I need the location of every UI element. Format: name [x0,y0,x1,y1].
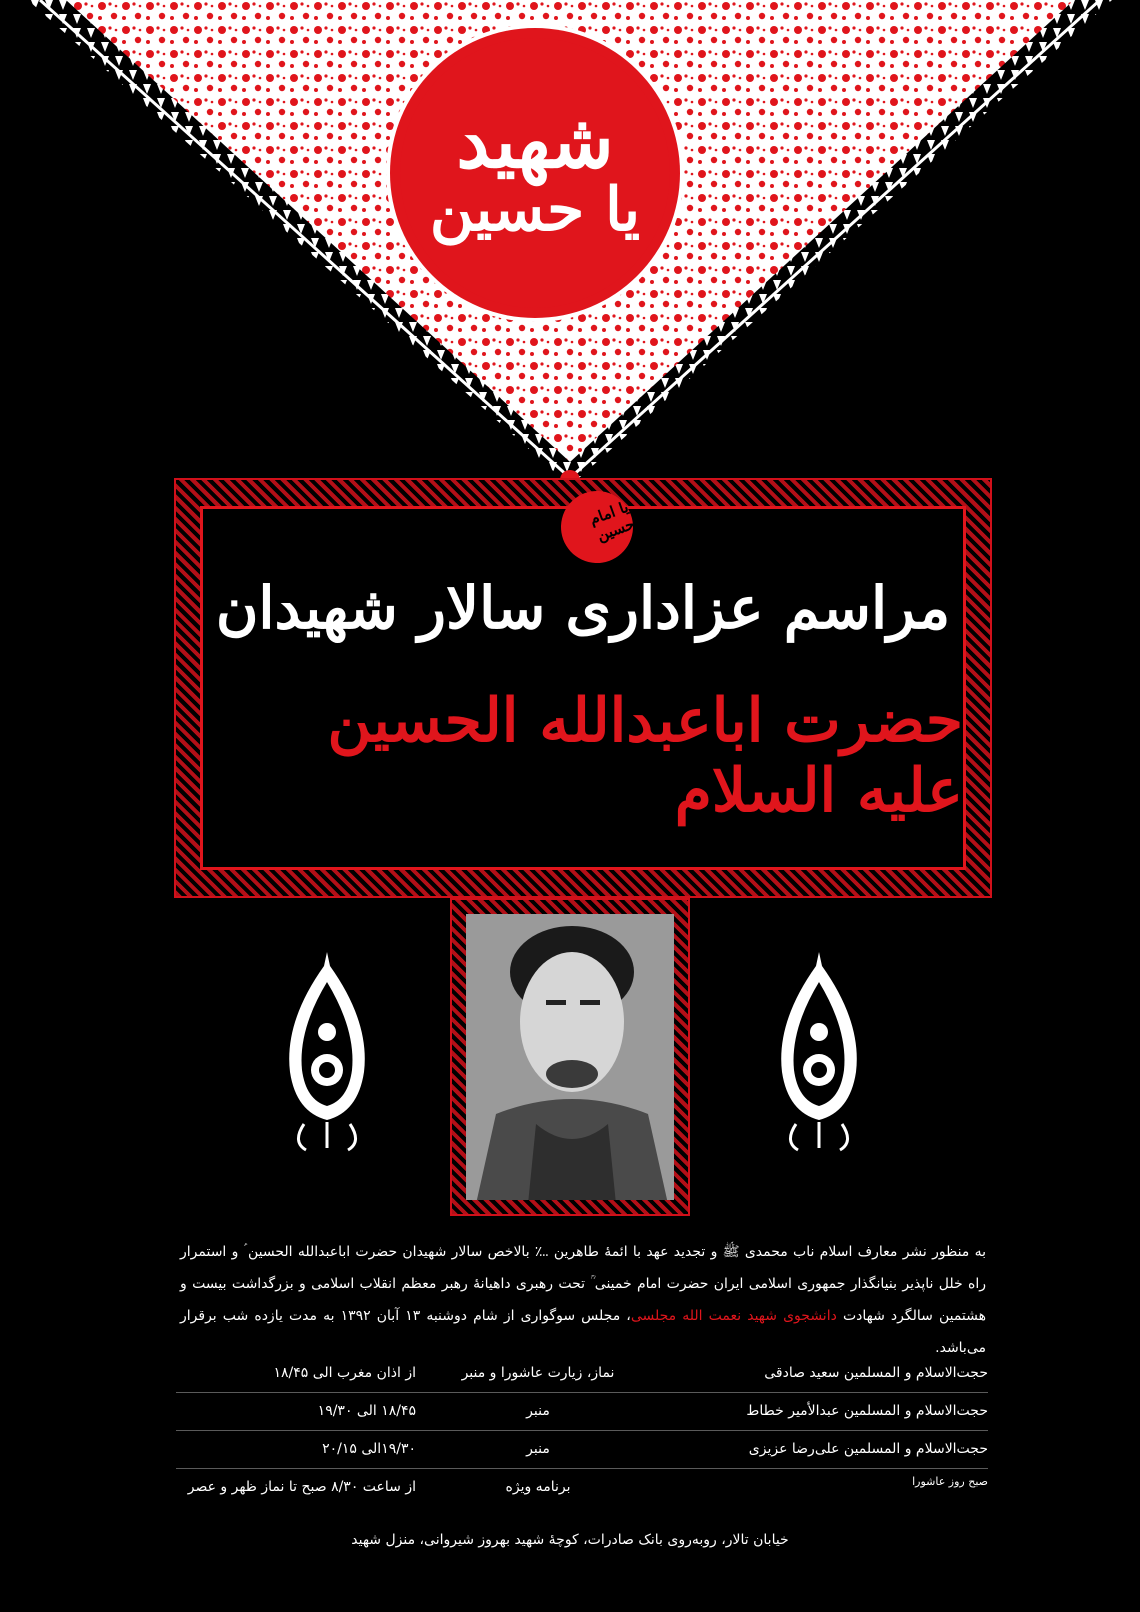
schedule-program: برنامه ویژه [505,1479,571,1495]
intro-paragraph [180,1236,986,1364]
schedule-speaker: حجت‌الاسلام و المسلمین سعید صادقی [764,1365,988,1381]
schedule-row [176,1393,988,1431]
schedule-speaker: حجت‌الاسلام و المسلمین عبدالأمیر خطاط [746,1403,988,1419]
ya-hussein-seal [400,38,670,308]
paisley-ornament-right [776,952,862,1152]
schedule-program: نماز، زیارت عاشورا و منبر [461,1365,615,1381]
imam-name-title: حضرت اباعبدالله الحسین علیه السلام [327,686,963,826]
ya-imam-hussein-badge: یا امام حسین [551,481,643,573]
martyr-photo [466,914,674,1200]
title-banner-frame [174,478,992,898]
intro-text-part2: ، مجلس سوگواری از شام دوشنبه ۱۳ آبان ۱۳۹۲ به مدت یازده شب برقرار می‌باشد. [180,1308,986,1356]
schedule-time: از ساعت ۸/۳۰ صبح تا نماز ظهر و عصر [187,1479,416,1495]
paisley-ornament-left [284,952,370,1152]
title-banner [200,497,966,870]
portrait-silhouette [466,914,674,1200]
seal-bottom-text: یا حسین [429,174,641,245]
schedule-row [176,1469,988,1507]
schedule-time: ۱۹/۳۰الی ۲۰/۱۵ [322,1441,416,1457]
schedule-program: منبر [526,1403,550,1419]
intro-text-part1: به منظور نشر معارف اسلام ناب محمدی ﷺ و تجدید عهد با ائمهٔ طاهرین ؊ بالاخص سالار شهیدان حضرت اباعبدالله الحسین ؑ و استمرار راه خلل ناپذیر بنیانگذار جمهوری اسلامی ایران حضرت امام خمینی ؒ تحت رهبری داهیانهٔ رهبر معظم انقلاب اسلامی و بزرگداشت بیست و هشتمین سالگرد شهادت [180,1244,987,1324]
schedule-time: ۱۸/۴۵ الی ۱۹/۳۰ [317,1403,416,1419]
schedule-time: از اذان مغرب الی ۱۸/۴۵ [273,1365,416,1381]
schedule-speaker: حجت‌الاسلام و المسلمین علی‌رضا عزیزی [748,1441,988,1457]
schedule-table [176,1355,988,1507]
schedule-row [176,1355,988,1393]
seal-top-text: شهید [456,98,614,185]
schedule-speaker: صبح روز عاشورا [912,1475,988,1488]
martyr-name-highlight: دانشجوی شهید نعمت الله مجلسی [630,1308,837,1324]
schedule-row [176,1431,988,1469]
venue-address: خیابان تالار، روبه‌روی بانک صادرات، کوچهٔ شهید بهروز شیروانی، منزل شهید [351,1532,789,1548]
schedule-program: منبر [526,1441,550,1457]
ceremony-title: مراسم عزاداری سالار شهیدان [215,574,951,642]
martyr-photo-frame [450,898,690,1216]
